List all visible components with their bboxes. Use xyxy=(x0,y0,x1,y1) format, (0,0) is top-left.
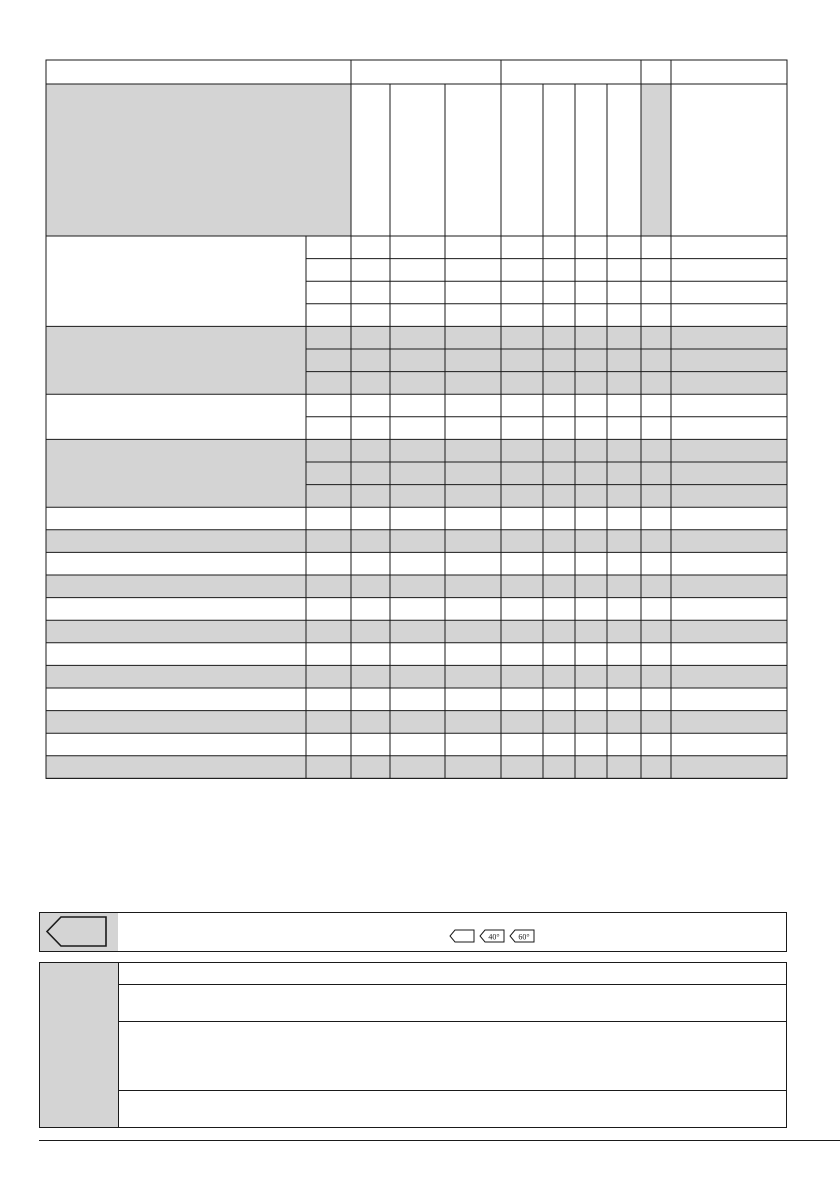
temperature-icons xyxy=(449,929,535,943)
note-row xyxy=(119,963,786,985)
program-row-6 xyxy=(46,620,787,643)
note-row xyxy=(119,1022,786,1091)
note-row xyxy=(119,985,786,1022)
legend-icon-panel xyxy=(40,913,118,951)
program-row-10 xyxy=(46,711,787,734)
program-group-4 xyxy=(46,439,787,507)
wash-40-label: 40° xyxy=(488,932,500,942)
program-row-4 xyxy=(46,575,787,598)
note-row xyxy=(119,1091,786,1127)
program-row-2 xyxy=(46,530,787,553)
wash-40-icon xyxy=(479,929,505,943)
footer-rule xyxy=(39,1140,840,1141)
column-header-cell xyxy=(46,84,351,236)
tag-icon xyxy=(40,913,118,951)
wash-60-icon xyxy=(509,929,535,943)
notes-panel xyxy=(39,962,787,1128)
cold-wash-icon xyxy=(449,929,475,943)
program-row-12 xyxy=(46,756,787,779)
header-row xyxy=(46,60,787,84)
symbol-legend xyxy=(39,912,787,952)
wash-60-label: 60° xyxy=(518,932,530,942)
notes-side-panel xyxy=(40,963,119,1127)
column-header-cell xyxy=(641,84,671,236)
program-row-8 xyxy=(46,665,787,688)
program-group-2 xyxy=(46,326,787,394)
